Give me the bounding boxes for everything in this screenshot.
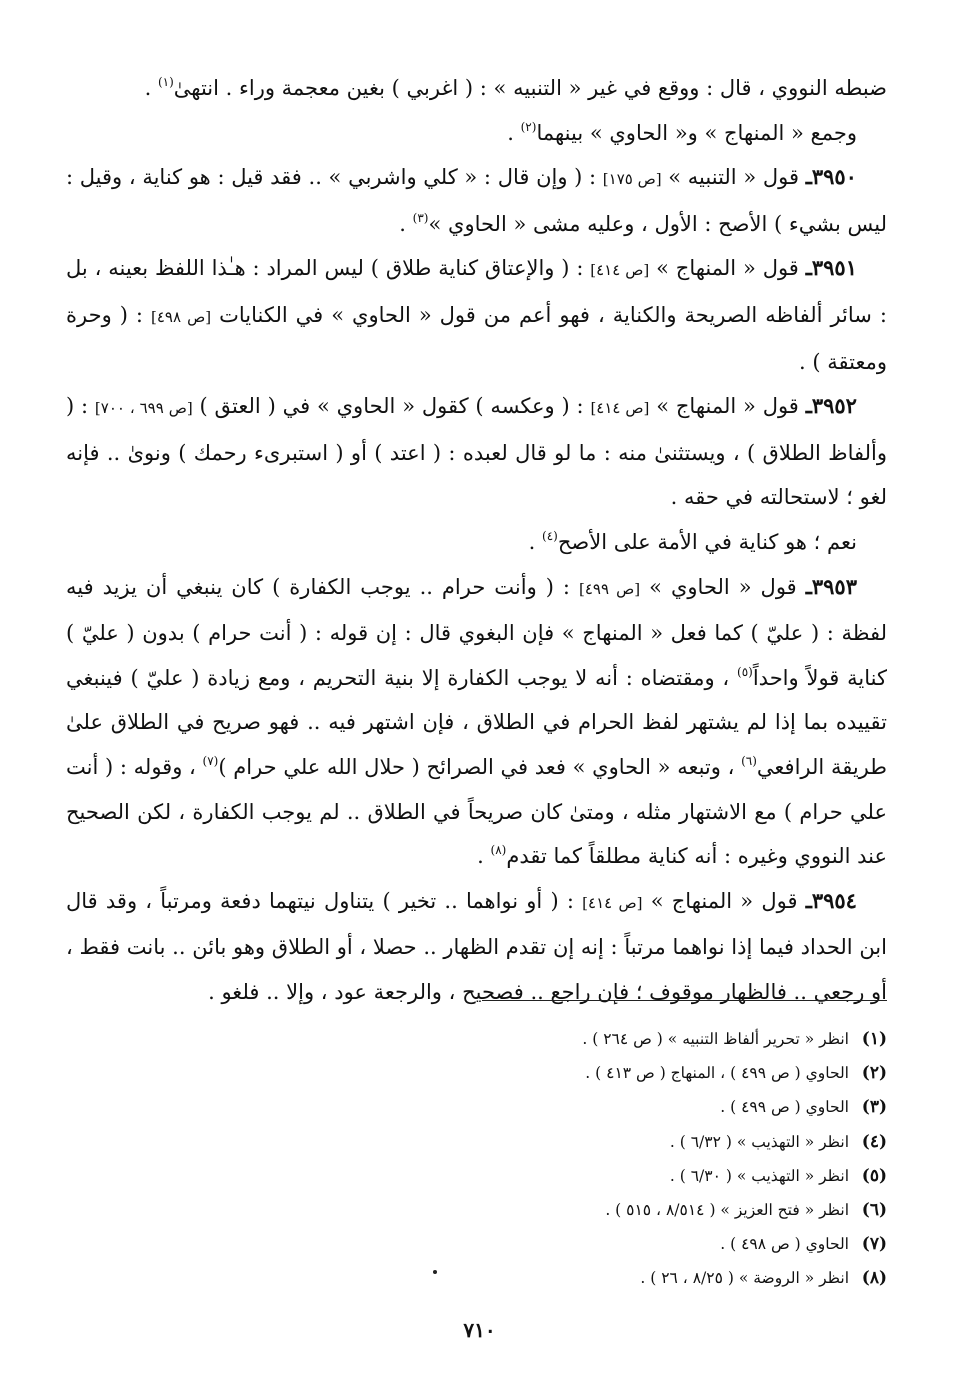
text-run: ، ومقتضاه : أنه لا يوجب الكفارة إلا بنية التحريم ، ومع زيادة ( عليّ ) فينبغي تقييده بما إذا لم يشتهر لفظ الحرام في الطلاق ، فإن اشتهر فيه .. فهو صريح في الطلاق علىٰ طريقة الرافعي: [66, 665, 887, 779]
footnote: [66, 1056, 887, 1090]
footnote-ref: (٢): [520, 119, 537, 134]
text-run: قول « الحاوي »: [649, 574, 797, 599]
paragraph-intro: ضبطه النووي ، قال : ووقع في غير « التنبيه » : ( اغربي ) بغين معجمة وراء . انتهىٰ$^{(١)}$ .: [144, 75, 887, 100]
issue-number: ٣٩٥١ـ: [805, 255, 857, 281]
footnote: [66, 1090, 887, 1124]
footnote-text: انظر « التهذيب » ( ٦/٣٢ ) .: [669, 1132, 849, 1151]
text-run: : ( وحرة ومعتقة ) .: [66, 302, 887, 374]
text-run: ضبطه النووي ، قال : ووقع في غير « التنبيه » : ( اغربي ) بغين معجمة وراء . انتهىٰ: [173, 76, 887, 100]
page-ref: [ص ٤٩٨]: [150, 307, 212, 326]
footnote-ref: (١): [157, 75, 174, 89]
paragraph-3950: ٣٩٥٠ـ قول « التنبيه » [ص ١٧٥] : ( وإن قال : « كلي واشربي » .. فقد قيل : هو كناية ، وقيل : ليس بشيء ) الأصح : الأول ، وعليه مشى « الحاوي »$^{(٣)}$ .: [66, 164, 887, 236]
footnote-ref: (٤): [542, 528, 558, 543]
footnote: [66, 1159, 887, 1193]
text-run: ، وتبعه « الحاوي » فعد في الصرائح ( حلال الله علي حرام ): [218, 754, 735, 779]
text-run: قول « المنهاج »: [656, 394, 799, 419]
text-run: : ( أو نواهما .. تخير ) يتناول نيتهما دفعة ومرتباً ، وقد قال ابن الحداد فيما إذا نواهما مرتباً : إنه إن تقدم الظهار .. حصلا ، أو الطلاق وهو بائن .. بانت فقط ، أو رجعي .. فالظهار موقوف ؛ فإن راجع .. فصحيح ، والرجعة عود ، وإلا .. فلغو .: [66, 888, 887, 1004]
footnote-number: (٦): [861, 1200, 887, 1221]
footnote-ref: (٥): [737, 664, 753, 679]
text-run: قول « التنبيه »: [668, 165, 799, 190]
paragraph-3952-note: نعم ؛ هو كناية في الأمة على الأصح$^{(٤)}$ .: [528, 528, 857, 554]
text-run: قول « المنهاج »: [650, 888, 798, 913]
issue-number: ٣٩٥٢ـ: [805, 393, 857, 419]
text-run: ، وقوله : ( أنت علي حرام ) مع الاشتهار مثله ، ومتىٰ كان صريحاً في الطلاق .. لم يوجب الكفارة ، لكن الصحيح عند النووي وغيره : أنه كناية مطلقاً كما تقدم: [66, 754, 887, 869]
text-run: قول « المنهاج »: [656, 256, 799, 281]
page-ref: [ص ١٧٥]: [602, 170, 662, 189]
footnote: [66, 1227, 887, 1261]
text-run: : ( وأنت حرام .. يوجب الكفارة ) كان ينبغي أن يزيد فيه لفظة : ( عليّ ) كما فعل « المنهاج » فإن البغوي قال : إن قوله : ( أنت حرام ) بدون ( عليّ ) كناية قولاً واحداً: [66, 574, 887, 690]
text-run: : ( وعكسه ) كقول « الحاوي » في ( العتق ): [199, 394, 584, 419]
footnote-text: الحاوي ( ص ٤٩٩ ) ، المنهاج ( ص ٤١٣ ) .: [585, 1064, 849, 1083]
footnote-number: (١): [861, 1029, 887, 1049]
footnote-separator: [482, 1000, 887, 1001]
footnote: [66, 1261, 887, 1295]
page-ref: [ص ٦٩٩ ، ٧٠٠]: [94, 399, 193, 418]
footnote-text: انظر « الروضة » ( ٨/٢٥ ، ٢٦ ) .: [640, 1269, 849, 1288]
footnote-ref: (٣): [412, 210, 429, 225]
page-number: ٧١٠: [463, 1318, 496, 1342]
page-ref: [ص ٤٩٩]: [579, 579, 641, 598]
paragraph-3954: [66, 879, 887, 1015]
text-run: نعم ؛ هو كناية في الأمة على الأصح: [557, 529, 857, 554]
paragraph-3952: [66, 384, 887, 520]
footnote: [66, 1022, 887, 1056]
footnote-ref: (٧): [202, 753, 219, 768]
main-text: [66, 66, 887, 1014]
text-run: وجمع « المنهاج » و« الحاوي » بينهما: [536, 120, 857, 145]
footnote-ref: (٦): [741, 753, 757, 768]
text-run: : ( وألفاظ الطلاق ) ، ويستثنىٰ منه : ما لو قال لعبده : ( اعتد ) أو ( استبرىء رحمك ) ونوىٰ .. فإنه لغو ؛ لاستحالته في حقه .: [66, 394, 887, 510]
footnote-text: الحاوي ( ص ٤٩٩ ) .: [720, 1098, 849, 1117]
footnote-number: (٤): [861, 1131, 887, 1152]
page-ref: [ص ٤١٤]: [590, 399, 650, 418]
page-ref: [ص ٤١٤]: [590, 261, 650, 280]
footnote: [66, 1125, 887, 1159]
paragraph-3951: [66, 246, 887, 384]
paragraph-intro-2: وجمع « المنهاج » و« الحاوي » بينهما$^{(٢)}$ .: [507, 119, 857, 145]
footnote-text: انظر « فتح العزيز » ( ٨/٥١٤ ، ٥١٥ ) .: [605, 1201, 849, 1220]
issue-number: ٣٩٥٣ـ: [805, 573, 857, 599]
text-run: : ( وإن قال : « كلي واشربي » .. فقد قيل : هو كناية ، وقيل : ليس بشيء ) الأصح : الأول ، وعليه مشى « الحاوي »: [66, 165, 887, 236]
stray-dot: [433, 1270, 437, 1274]
footnote: [66, 1193, 887, 1227]
paragraph-3953: ٣٩٥٣ـ قول « الحاوي » [ص ٤٩٩] : ( وأنت حرام .. يوجب الكفارة ) كان ينبغي أن يزيد فيه لفظة : ( عليّ ) كما فعل « المنهاج » فإن البغوي قال : إن قوله : ( أنت حرام ) بدون ( عليّ ) كناية قولاً واحداً$^{(٥)}$ ، ومقتضاه : أنه لا يوجب الكفارة إلا بنية التحريم ، ومع زيادة ( عليّ ) فينبغي تقييده بما إذا لم يشتهر لفظ الحرام في الطلاق ، فإن اشتهر فيه .. فهو صريح في الطلاق علىٰ طريقة الرافعي$^{(٦)}$ ، وتبعه « الحاوي » فعد في الصرائح ( حلال الله علي حرام )$^{(٧)}$ ، وقوله : ( أنت علي حرام ) مع الاشتهار مثله ، ومتىٰ كان صريحاً في الطلاق .. لم يوجب الكفارة ، لكن الصحيح عند النووي وغيره : أنه كناية مطلقاً كما تقدم$^{(٨)}$ .: [66, 573, 887, 869]
footnote-text: الحاوي ( ص ٤٩٨ ) .: [720, 1235, 849, 1254]
footnote-number: (٢): [861, 1063, 887, 1084]
footnote-number: (٨): [861, 1268, 887, 1289]
footnotes: [66, 1022, 887, 1296]
footnote-number: (٧): [861, 1234, 887, 1255]
page-ref: [ص ٤١٤]: [582, 893, 643, 912]
footnote-number: (٥): [861, 1165, 887, 1186]
footnote-number: (٣): [861, 1097, 887, 1118]
footnote-text: انظر « التهذيب » ( ٦/٣٠ ) .: [669, 1166, 849, 1185]
footnote-text: انظر « تحرير ألفاظ التنبيه » ( ص ٢٦٤ ) .: [582, 1030, 849, 1048]
issue-number: ٣٩٥٤ـ: [805, 887, 857, 913]
footnote-ref: (٨): [490, 843, 507, 858]
text-run: : ( والإعتاق كناية طلاق ) ليس المراد : هـٰذا اللفظ بعينه ، بل : سائر ألفاظه الصريحة والكناية ، فهو أعم من قول « الحاوي » في الكنايات: [66, 256, 887, 327]
issue-number: ٣٩٥٠ـ: [805, 164, 857, 190]
